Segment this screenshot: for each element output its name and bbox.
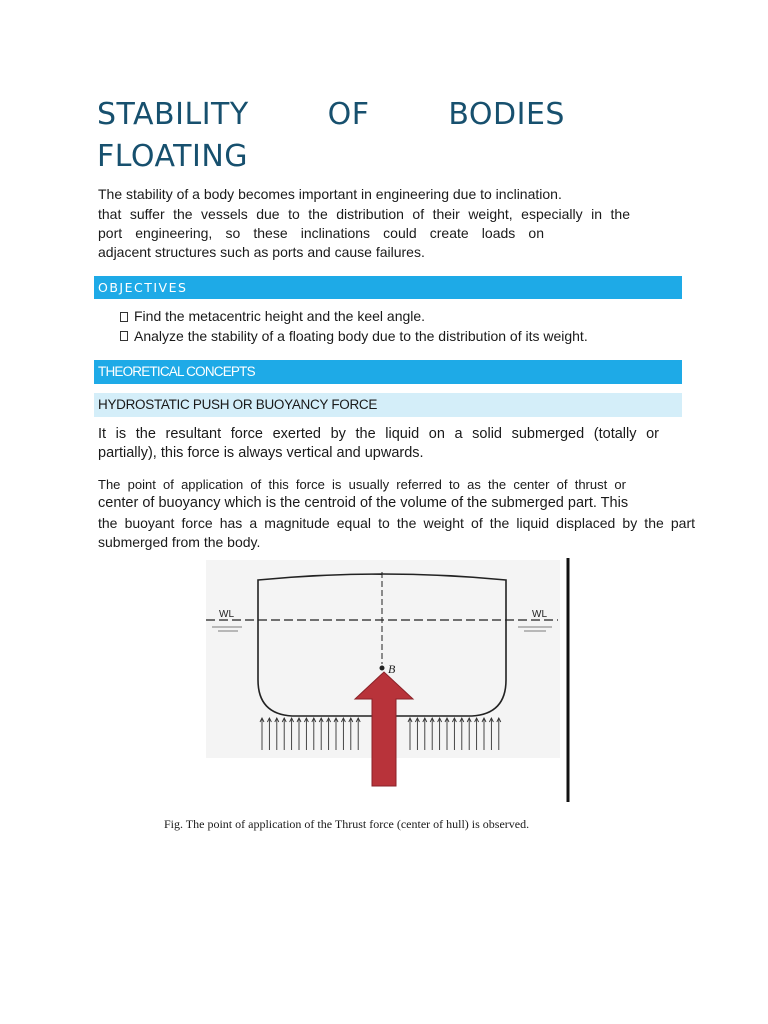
waterline-label-left: WL (219, 609, 234, 620)
intro-line-3: port engineering, so these inclinations could create loads on (98, 225, 544, 241)
subsection-heading: HYDROSTATIC PUSH OR BUOYANCY FORCE (94, 393, 682, 417)
application-line-1: The point of application of this force is usually referred to as the center of thrust or (98, 477, 626, 492)
buoyancy-figure (206, 558, 572, 804)
waterline-label-right: WL (532, 609, 547, 620)
application-line-3: the buoyant force has a magnitude equal to the weight of the liquid displaced by the part (98, 515, 695, 531)
title-line-2: FLOATING (97, 139, 249, 174)
title-word-3: BODIES (448, 97, 565, 132)
application-line-4: submerged from the body. (98, 534, 261, 550)
intro-line-1: The stability of a body becomes important in engineering due to inclination. (98, 186, 562, 202)
title-word-2: OF (327, 97, 370, 132)
document-title (97, 94, 565, 178)
theory-heading: THEORETICAL CONCEPTS (94, 360, 682, 384)
title-word-1: STABILITY (97, 97, 249, 132)
objective-text-1: Find the metacentric height and the keel angle. (134, 308, 426, 324)
bullet-icon (120, 331, 128, 341)
definition-line-1: It is the resultant force exerted by the liquid on a solid submerged (totally or (98, 426, 659, 442)
bullet-icon (120, 312, 128, 322)
center-of-buoyancy-label: B (388, 662, 396, 676)
intro-line-4: adjacent structures such as ports and cause failures. (98, 244, 425, 260)
center-of-buoyancy-point (380, 666, 385, 671)
objective-text-2: Analyze the stability of a floating body due to the distribution of its weight. (134, 327, 588, 344)
objectives-heading: OBJECTIVES (94, 276, 682, 299)
intro-line-2: that suffer the vessels due to the distribution of their weight, especially in the (98, 206, 630, 222)
list-item (120, 307, 588, 327)
list-item (120, 327, 588, 347)
definition-line-2: partially), this force is always vertical and upwards. (98, 445, 424, 461)
application-line-2: center of buoyancy which is the centroid of the volume of the submerged part. This (98, 495, 629, 511)
figure-caption: Fig. The point of application of the Thrust force (center of hull) is observed. (164, 817, 530, 831)
objectives-list (120, 307, 588, 346)
